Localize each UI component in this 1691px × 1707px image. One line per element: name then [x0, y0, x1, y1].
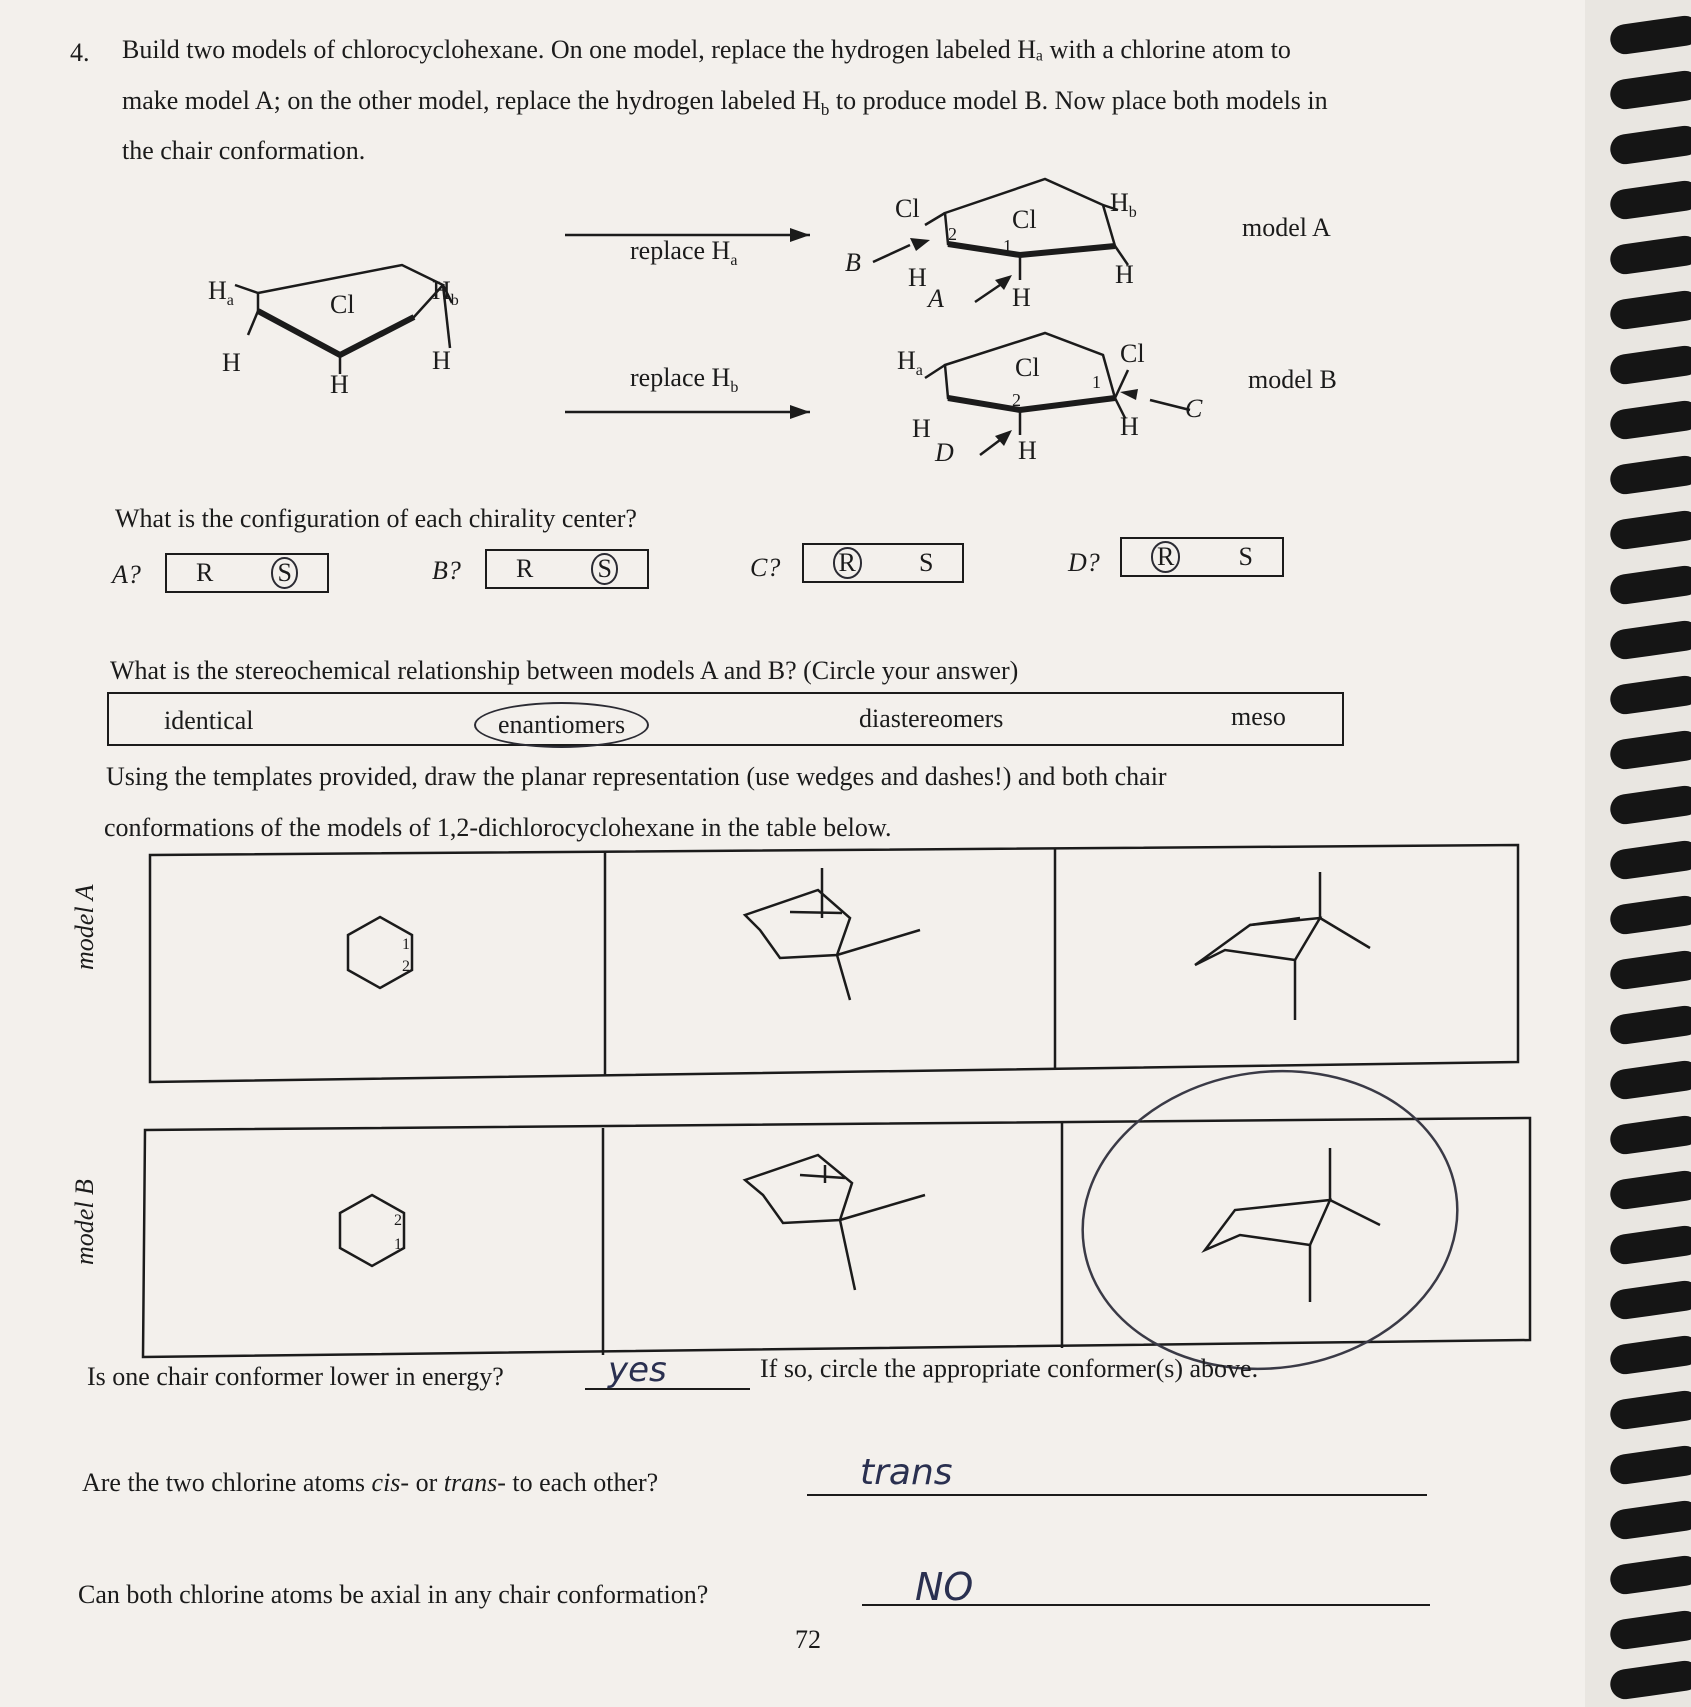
start-ha-label: $H_a$: [208, 276, 234, 310]
model-b-h-left: H: [912, 414, 931, 443]
model-b-letter-c: C: [1185, 394, 1203, 423]
chirality-label-b: B?: [432, 556, 461, 585]
model-b-cl-right: Cl: [1120, 339, 1145, 368]
model-b-name: model B: [1248, 365, 1337, 394]
templates-line-2: conformations of the models of 1,2-dichlorocyclohexane in the table below.: [104, 813, 892, 842]
model-a-name: model A: [1242, 213, 1331, 242]
chirality-label-a: A?: [112, 560, 141, 589]
model-a-letter-a: A: [928, 284, 944, 313]
chirality-label-c: C?: [750, 553, 781, 582]
question-line-3: the chair conformation.: [122, 136, 366, 165]
model-a-cl-left: Cl: [895, 194, 920, 223]
model-a-cl-mid: Cl: [1012, 205, 1037, 234]
cistrans-answer-line[interactable]: [807, 1494, 1427, 1496]
page-number: 72: [795, 1625, 821, 1654]
energy-prompt: Is one chair conformer lower in energy?: [87, 1362, 504, 1391]
option-s[interactable]: S: [1238, 542, 1253, 571]
model-b-cl-mid: Cl: [1015, 353, 1040, 382]
option-r[interactable]: R: [516, 554, 534, 583]
model-b-letter-d: D: [935, 438, 954, 467]
option-r-circled[interactable]: R: [833, 547, 862, 578]
model-b-h-mid: H: [1018, 436, 1037, 465]
start-hb-label: $H_b$: [432, 276, 459, 310]
hex-a-num-2: 2: [402, 958, 410, 975]
question-number: 4.: [70, 38, 90, 67]
model-a-h-mid: H: [1012, 283, 1031, 312]
energy-answer: yes: [608, 1350, 667, 1390]
option-s[interactable]: S: [918, 548, 934, 577]
start-h-right: H: [432, 346, 451, 375]
option-s-circled[interactable]: S: [271, 557, 297, 588]
start-h-mid: H: [330, 370, 349, 399]
model-a-hb: $H_b$: [1110, 188, 1137, 222]
option-identical[interactable]: identical: [164, 706, 254, 735]
templates-line-1: Using the templates provided, draw the planar representation (use wedges and dashes!) and both chair: [106, 762, 1167, 791]
hexagon-template-b: [340, 1195, 404, 1266]
model-b-num-2: 2: [1012, 390, 1021, 410]
option-r[interactable]: R: [196, 558, 214, 587]
model-a-num-1: 1: [1003, 236, 1012, 256]
row-label-model-a: model A: [70, 884, 99, 970]
question-line-2: make model A; on the other model, replace the hydrogen labeled $H_b$ to produce model B. Now place both models in: [122, 86, 1328, 120]
relationship-prompt: What is the stereochemical relationship between models A and B? (Circle your answer): [110, 656, 1019, 685]
start-cl-label: Cl: [330, 290, 355, 319]
option-r-circled[interactable]: R: [1151, 541, 1180, 572]
option-enantiomers-circled[interactable]: enantiomers: [474, 702, 649, 748]
model-b-ha: $H_a$: [897, 346, 923, 380]
cistrans-answer: trans: [860, 1452, 953, 1493]
chirality-prompt: What is the configuration of each chirality center?: [115, 504, 637, 533]
cistrans-prompt: Are the two chlorine atoms cis- or trans- to each other?: [82, 1468, 659, 1497]
option-s-circled[interactable]: S: [591, 553, 617, 584]
hex-a-num-1: 1: [402, 936, 410, 953]
hex-b-num-1: 1: [394, 1236, 402, 1253]
arrow-label-replace-hb: replace $H_b$: [630, 363, 739, 397]
question-line-1: Build two models of chlorocyclohexane. On one model, replace the hydrogen labeled Hₐ with a chlorine atom to: [122, 35, 1291, 64]
energy-followup: If so, circle the appropriate conformer(s) above.: [760, 1354, 1259, 1383]
start-h-left: H: [222, 348, 241, 377]
model-b-num-1: 1: [1092, 372, 1101, 392]
model-a-h-left: H: [908, 263, 927, 292]
axial-answer: NO: [915, 1565, 974, 1609]
row-label-model-b: model B: [70, 1179, 99, 1265]
option-meso[interactable]: meso: [1231, 702, 1286, 731]
axial-prompt: Can both chlorine atoms be axial in any chair conformation?: [78, 1580, 709, 1609]
model-a-letter-b: B: [845, 248, 861, 277]
model-a-h-right: H: [1115, 260, 1134, 289]
arrow-label-replace-ha: replace $H_a$: [630, 236, 738, 270]
chirality-label-d: D?: [1068, 548, 1100, 577]
model-a-num-2: 2: [948, 224, 957, 244]
option-diastereomers[interactable]: diastereomers: [859, 704, 1004, 733]
model-b-h-right: H: [1120, 412, 1139, 441]
hex-b-num-2: 2: [394, 1212, 402, 1229]
